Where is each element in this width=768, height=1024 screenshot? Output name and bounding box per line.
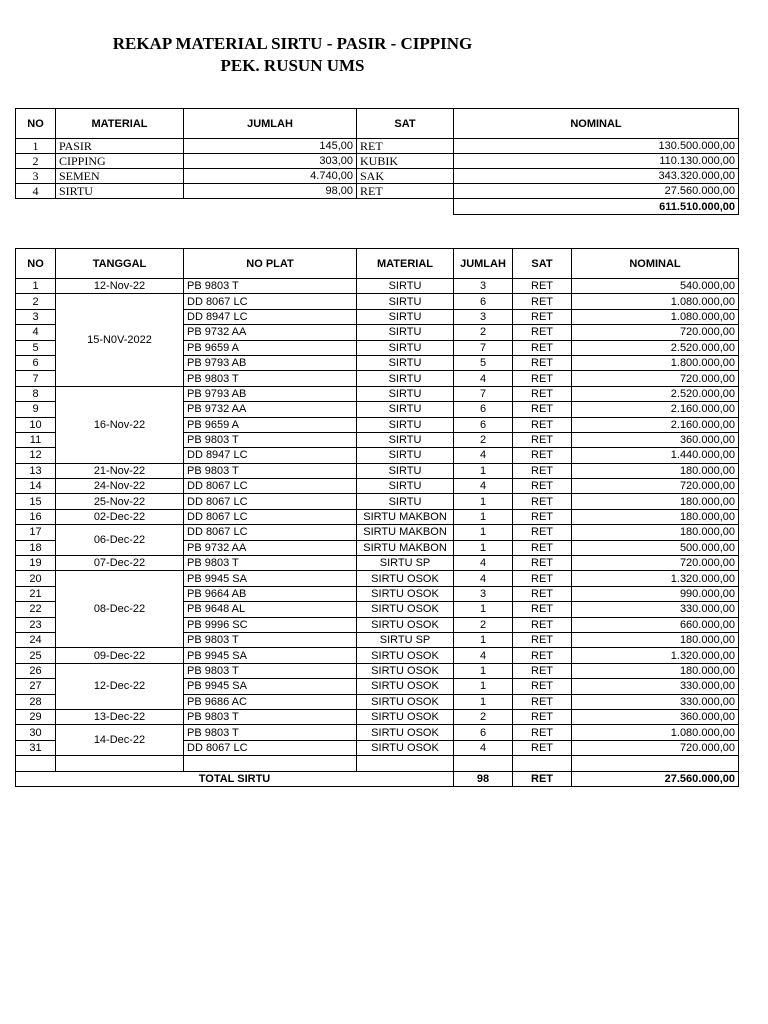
detail-row: [16, 709, 739, 724]
row-no: 9: [16, 402, 56, 417]
row-material: SIRTU OSOK: [357, 679, 454, 694]
row-tanggal: 25-Nov-22: [56, 494, 184, 509]
row-no: 16: [16, 509, 56, 524]
detail-row: [16, 386, 739, 401]
row-sat: RET: [513, 509, 572, 524]
row-tanggal: 13-Dec-22: [56, 709, 184, 724]
row-jumlah: 2: [454, 325, 513, 340]
row-sat: RET: [513, 586, 572, 601]
summary-row: [16, 169, 739, 184]
row-jumlah: 2: [454, 617, 513, 632]
row-nominal: 2.160.000,00: [572, 417, 739, 432]
summary-grand-total: 611.510.000,00: [454, 199, 739, 215]
row-nominal: 180.000,00: [572, 509, 739, 524]
detail-row: [16, 556, 739, 571]
row-tanggal: 14-Dec-22: [56, 725, 184, 756]
summary-row: [16, 184, 739, 199]
row-sat: RET: [513, 617, 572, 632]
blank-cell: [184, 756, 357, 771]
row-no-plat: PB 9648 AL: [184, 602, 357, 617]
row-material: SIRTU: [357, 448, 454, 463]
row-jumlah: 1: [454, 663, 513, 678]
row-sat: RET: [513, 386, 572, 401]
row-no-plat: PB 9732 AA: [184, 402, 357, 417]
row-material: SIRTU: [357, 494, 454, 509]
detail-row: [16, 279, 739, 294]
row-nominal: 720.000,00: [572, 556, 739, 571]
row-sat: RET: [513, 371, 572, 386]
row-jumlah: 3: [454, 279, 513, 294]
row-nominal: 660.000,00: [572, 617, 739, 632]
row-material: SIRTU OSOK: [357, 694, 454, 709]
row-no: 15: [16, 494, 56, 509]
row-jumlah: 3: [454, 309, 513, 324]
row-no-plat: PB 9996 SC: [184, 617, 357, 632]
detail-total-row: [16, 771, 739, 786]
row-material: SIRTU MAKBON: [357, 525, 454, 540]
row-tanggal: 16-Nov-22: [56, 386, 184, 463]
row-sat: RET: [513, 540, 572, 555]
row-no: 7: [16, 371, 56, 386]
summary-header-row: [16, 109, 739, 139]
row-nominal: 720.000,00: [572, 479, 739, 494]
summary-table: [15, 108, 739, 215]
row-no: 28: [16, 694, 56, 709]
summary-material: SIRTU: [56, 184, 184, 199]
row-material: SIRTU MAKBON: [357, 540, 454, 555]
row-sat: RET: [513, 463, 572, 478]
row-tanggal: 21-Nov-22: [56, 463, 184, 478]
row-nominal: 1.080.000,00: [572, 294, 739, 309]
detail-row: [16, 648, 739, 663]
row-nominal: 1.320.000,00: [572, 571, 739, 586]
row-no: 14: [16, 479, 56, 494]
row-sat: RET: [513, 602, 572, 617]
row-no-plat: DD 8067 LC: [184, 479, 357, 494]
row-no: 4: [16, 325, 56, 340]
row-sat: RET: [513, 494, 572, 509]
row-jumlah: 4: [454, 740, 513, 755]
row-sat: RET: [513, 740, 572, 755]
row-no-plat: PB 9945 SA: [184, 571, 357, 586]
row-jumlah: 1: [454, 463, 513, 478]
row-jumlah: 4: [454, 371, 513, 386]
row-no-plat: PB 9732 AA: [184, 325, 357, 340]
row-jumlah: 1: [454, 679, 513, 694]
blank-cell: [513, 756, 572, 771]
row-no: 20: [16, 571, 56, 586]
row-no-plat: PB 9945 SA: [184, 679, 357, 694]
row-no-plat: DD 8067 LC: [184, 740, 357, 755]
row-material: SIRTU OSOK: [357, 571, 454, 586]
summary-row: [16, 154, 739, 169]
row-jumlah: 4: [454, 571, 513, 586]
row-no-plat: PB 9664 AB: [184, 586, 357, 601]
row-sat: RET: [513, 340, 572, 355]
summary-sat: KUBIK: [357, 154, 454, 169]
row-no-plat: DD 8067 LC: [184, 294, 357, 309]
row-no: 21: [16, 586, 56, 601]
blank-cell: [56, 756, 184, 771]
row-nominal: 720.000,00: [572, 371, 739, 386]
page-title: REKAP MATERIAL SIRTU - PASIR - CIPPING: [112, 34, 473, 53]
detail-blank-row: [16, 756, 739, 771]
row-material: SIRTU SP: [357, 632, 454, 647]
row-no: 11: [16, 432, 56, 447]
row-sat: RET: [513, 709, 572, 724]
row-nominal: 1.800.000,00: [572, 355, 739, 370]
row-nominal: 720.000,00: [572, 740, 739, 755]
row-sat: RET: [513, 325, 572, 340]
row-sat: RET: [513, 694, 572, 709]
row-sat: RET: [513, 417, 572, 432]
summary-nominal: 110.130.000,00: [454, 154, 739, 169]
detail-row: [16, 525, 739, 540]
blank-cell: [357, 756, 454, 771]
row-no-plat: PB 9945 SA: [184, 648, 357, 663]
summary-material: SEMEN: [56, 169, 184, 184]
row-jumlah: 7: [454, 386, 513, 401]
row-no: 27: [16, 679, 56, 694]
summary-row: [16, 139, 739, 154]
row-no-plat: PB 9803 T: [184, 725, 357, 740]
row-nominal: 360.000,00: [572, 709, 739, 724]
row-jumlah: 2: [454, 709, 513, 724]
row-sat: RET: [513, 309, 572, 324]
row-material: SIRTU: [357, 402, 454, 417]
row-no-plat: PB 9803 T: [184, 463, 357, 478]
row-nominal: 1.440.000,00: [572, 448, 739, 463]
summary-header-cell: NO: [16, 109, 56, 139]
row-nominal: 990.000,00: [572, 586, 739, 601]
row-sat: RET: [513, 432, 572, 447]
row-sat: RET: [513, 725, 572, 740]
row-sat: RET: [513, 402, 572, 417]
detail-row: [16, 725, 739, 740]
summary-nominal: 343.320.000,00: [454, 169, 739, 184]
detail-header-cell: TANGGAL: [56, 249, 184, 279]
row-sat: RET: [513, 679, 572, 694]
row-jumlah: 5: [454, 355, 513, 370]
row-tanggal: 07-Dec-22: [56, 556, 184, 571]
row-material: SIRTU OSOK: [357, 663, 454, 678]
summary-jumlah: 145,00: [184, 139, 357, 154]
total-nominal: 27.560.000,00: [572, 771, 739, 786]
row-no-plat: PB 9659 A: [184, 340, 357, 355]
summary-jumlah: 98,00: [184, 184, 357, 199]
row-tanggal: 06-Dec-22: [56, 525, 184, 556]
row-no-plat: DD 8947 LC: [184, 448, 357, 463]
summary-no: 4: [16, 184, 56, 199]
row-no: 10: [16, 417, 56, 432]
page-subtitle: PEK. RUSUN UMS: [220, 56, 365, 75]
row-nominal: 540.000,00: [572, 279, 739, 294]
summary-nominal: 130.500.000,00: [454, 139, 739, 154]
blank-cell: [454, 756, 513, 771]
row-jumlah: 1: [454, 540, 513, 555]
row-material: SIRTU OSOK: [357, 725, 454, 740]
row-tanggal: 24-Nov-22: [56, 479, 184, 494]
row-jumlah: 1: [454, 525, 513, 540]
row-no: 2: [16, 294, 56, 309]
row-no: 6: [16, 355, 56, 370]
row-no-plat: PB 9803 T: [184, 371, 357, 386]
summary-header-cell: NOMINAL: [454, 109, 739, 139]
detail-header-cell: SAT: [513, 249, 572, 279]
summary-nominal: 27.560.000,00: [454, 184, 739, 199]
row-jumlah: 4: [454, 556, 513, 571]
row-material: SIRTU MAKBON: [357, 509, 454, 524]
row-no: 26: [16, 663, 56, 678]
row-nominal: 180.000,00: [572, 494, 739, 509]
row-nominal: 1.320.000,00: [572, 648, 739, 663]
row-nominal: 360.000,00: [572, 432, 739, 447]
detail-table: [15, 248, 739, 787]
row-no: 8: [16, 386, 56, 401]
total-label: TOTAL SIRTU: [16, 771, 454, 786]
row-no-plat: PB 9803 T: [184, 709, 357, 724]
row-sat: RET: [513, 556, 572, 571]
summary-header-cell: MATERIAL: [56, 109, 184, 139]
row-jumlah: 6: [454, 294, 513, 309]
row-material: SIRTU: [357, 479, 454, 494]
row-material: SIRTU: [357, 279, 454, 294]
row-no: 3: [16, 309, 56, 324]
summary-no: 1: [16, 139, 56, 154]
row-material: SIRTU OSOK: [357, 740, 454, 755]
summary-material: CIPPING: [56, 154, 184, 169]
row-nominal: 1.080.000,00: [572, 309, 739, 324]
row-no-plat: DD 8947 LC: [184, 309, 357, 324]
row-no: 25: [16, 648, 56, 663]
row-no: 31: [16, 740, 56, 755]
row-no-plat: PB 9732 AA: [184, 540, 357, 555]
row-material: SIRTU: [357, 325, 454, 340]
row-sat: RET: [513, 448, 572, 463]
detail-row: [16, 663, 739, 678]
detail-header-cell: NO: [16, 249, 56, 279]
row-no-plat: PB 9803 T: [184, 556, 357, 571]
row-jumlah: 1: [454, 694, 513, 709]
row-nominal: 500.000,00: [572, 540, 739, 555]
row-material: SIRTU: [357, 386, 454, 401]
detail-row: [16, 479, 739, 494]
summary-jumlah: 303,00: [184, 154, 357, 169]
row-jumlah: 7: [454, 340, 513, 355]
row-material: SIRTU OSOK: [357, 586, 454, 601]
detail-header-row: [16, 249, 739, 279]
summary-no: 3: [16, 169, 56, 184]
row-nominal: 180.000,00: [572, 632, 739, 647]
row-tanggal: 12-Nov-22: [56, 279, 184, 294]
row-jumlah: 6: [454, 725, 513, 740]
row-tanggal: 09-Dec-22: [56, 648, 184, 663]
row-material: SIRTU: [357, 340, 454, 355]
row-no: 17: [16, 525, 56, 540]
row-material: SIRTU: [357, 355, 454, 370]
row-no-plat: PB 9793 AB: [184, 386, 357, 401]
summary-sat: SAK: [357, 169, 454, 184]
detail-row: [16, 571, 739, 586]
row-tanggal: 12-Dec-22: [56, 663, 184, 709]
row-tanggal: 08-Dec-22: [56, 571, 184, 648]
row-sat: RET: [513, 479, 572, 494]
row-no-plat: PB 9803 T: [184, 432, 357, 447]
row-nominal: 2.520.000,00: [572, 386, 739, 401]
summary-sat: RET: [357, 139, 454, 154]
row-no: 18: [16, 540, 56, 555]
summary-sat: RET: [357, 184, 454, 199]
row-no: 5: [16, 340, 56, 355]
row-material: SIRTU: [357, 417, 454, 432]
row-material: SIRTU: [357, 463, 454, 478]
row-no: 12: [16, 448, 56, 463]
row-no-plat: PB 9659 A: [184, 417, 357, 432]
row-material: SIRTU: [357, 432, 454, 447]
row-sat: RET: [513, 663, 572, 678]
total-jumlah: 98: [454, 771, 513, 786]
row-material: SIRTU OSOK: [357, 602, 454, 617]
row-jumlah: 6: [454, 417, 513, 432]
row-jumlah: 1: [454, 602, 513, 617]
row-nominal: 2.520.000,00: [572, 340, 739, 355]
row-no: 24: [16, 632, 56, 647]
row-no: 29: [16, 709, 56, 724]
summary-material: PASIR: [56, 139, 184, 154]
detail-header-cell: NO PLAT: [184, 249, 357, 279]
summary-no: 2: [16, 154, 56, 169]
row-jumlah: 6: [454, 402, 513, 417]
row-no-plat: DD 8067 LC: [184, 494, 357, 509]
row-jumlah: 4: [454, 479, 513, 494]
row-no: 22: [16, 602, 56, 617]
row-jumlah: 4: [454, 448, 513, 463]
blank-cell: [16, 756, 56, 771]
row-nominal: 720.000,00: [572, 325, 739, 340]
detail-header-cell: JUMLAH: [454, 249, 513, 279]
blank-cell: [16, 199, 454, 215]
summary-total-row: [16, 199, 739, 215]
row-nominal: 2.160.000,00: [572, 402, 739, 417]
detail-row: [16, 463, 739, 478]
row-no: 1: [16, 279, 56, 294]
row-material: SIRTU: [357, 371, 454, 386]
row-jumlah: 1: [454, 509, 513, 524]
row-sat: RET: [513, 279, 572, 294]
detail-row: [16, 509, 739, 524]
row-material: SIRTU: [357, 309, 454, 324]
row-nominal: 330.000,00: [572, 694, 739, 709]
row-jumlah: 4: [454, 648, 513, 663]
detail-header-cell: MATERIAL: [357, 249, 454, 279]
detail-row: [16, 494, 739, 509]
row-nominal: 330.000,00: [572, 679, 739, 694]
row-material: SIRTU: [357, 294, 454, 309]
row-no-plat: PB 9803 T: [184, 279, 357, 294]
row-sat: RET: [513, 571, 572, 586]
row-no-plat: PB 9686 AC: [184, 694, 357, 709]
row-no-plat: DD 8067 LC: [184, 509, 357, 524]
summary-jumlah: 4.740,00: [184, 169, 357, 184]
row-no: 19: [16, 556, 56, 571]
row-no-plat: DD 8067 LC: [184, 525, 357, 540]
row-material: SIRTU OSOK: [357, 648, 454, 663]
row-jumlah: 2: [454, 432, 513, 447]
blank-cell: [572, 756, 739, 771]
row-sat: RET: [513, 294, 572, 309]
summary-header-cell: JUMLAH: [184, 109, 357, 139]
row-tanggal: 02-Dec-22: [56, 509, 184, 524]
row-jumlah: 1: [454, 494, 513, 509]
summary-header-cell: SAT: [357, 109, 454, 139]
row-no-plat: PB 9803 T: [184, 663, 357, 678]
row-sat: RET: [513, 355, 572, 370]
row-jumlah: 3: [454, 586, 513, 601]
row-nominal: 180.000,00: [572, 525, 739, 540]
row-no: 30: [16, 725, 56, 740]
detail-header-cell: NOMINAL: [572, 249, 739, 279]
detail-row: [16, 294, 739, 309]
row-sat: RET: [513, 632, 572, 647]
row-jumlah: 1: [454, 632, 513, 647]
row-sat: RET: [513, 525, 572, 540]
row-no: 13: [16, 463, 56, 478]
row-no: 23: [16, 617, 56, 632]
total-sat: RET: [513, 771, 572, 786]
row-material: SIRTU SP: [357, 556, 454, 571]
row-no-plat: PB 9793 AB: [184, 355, 357, 370]
row-tanggal: 15-N0V-2022: [56, 294, 184, 386]
row-material: SIRTU OSOK: [357, 709, 454, 724]
row-nominal: 180.000,00: [572, 663, 739, 678]
row-nominal: 330.000,00: [572, 602, 739, 617]
row-no-plat: PB 9803 T: [184, 632, 357, 647]
row-nominal: 1.080.000,00: [572, 725, 739, 740]
row-nominal: 180.000,00: [572, 463, 739, 478]
row-material: SIRTU OSOK: [357, 617, 454, 632]
row-sat: RET: [513, 648, 572, 663]
